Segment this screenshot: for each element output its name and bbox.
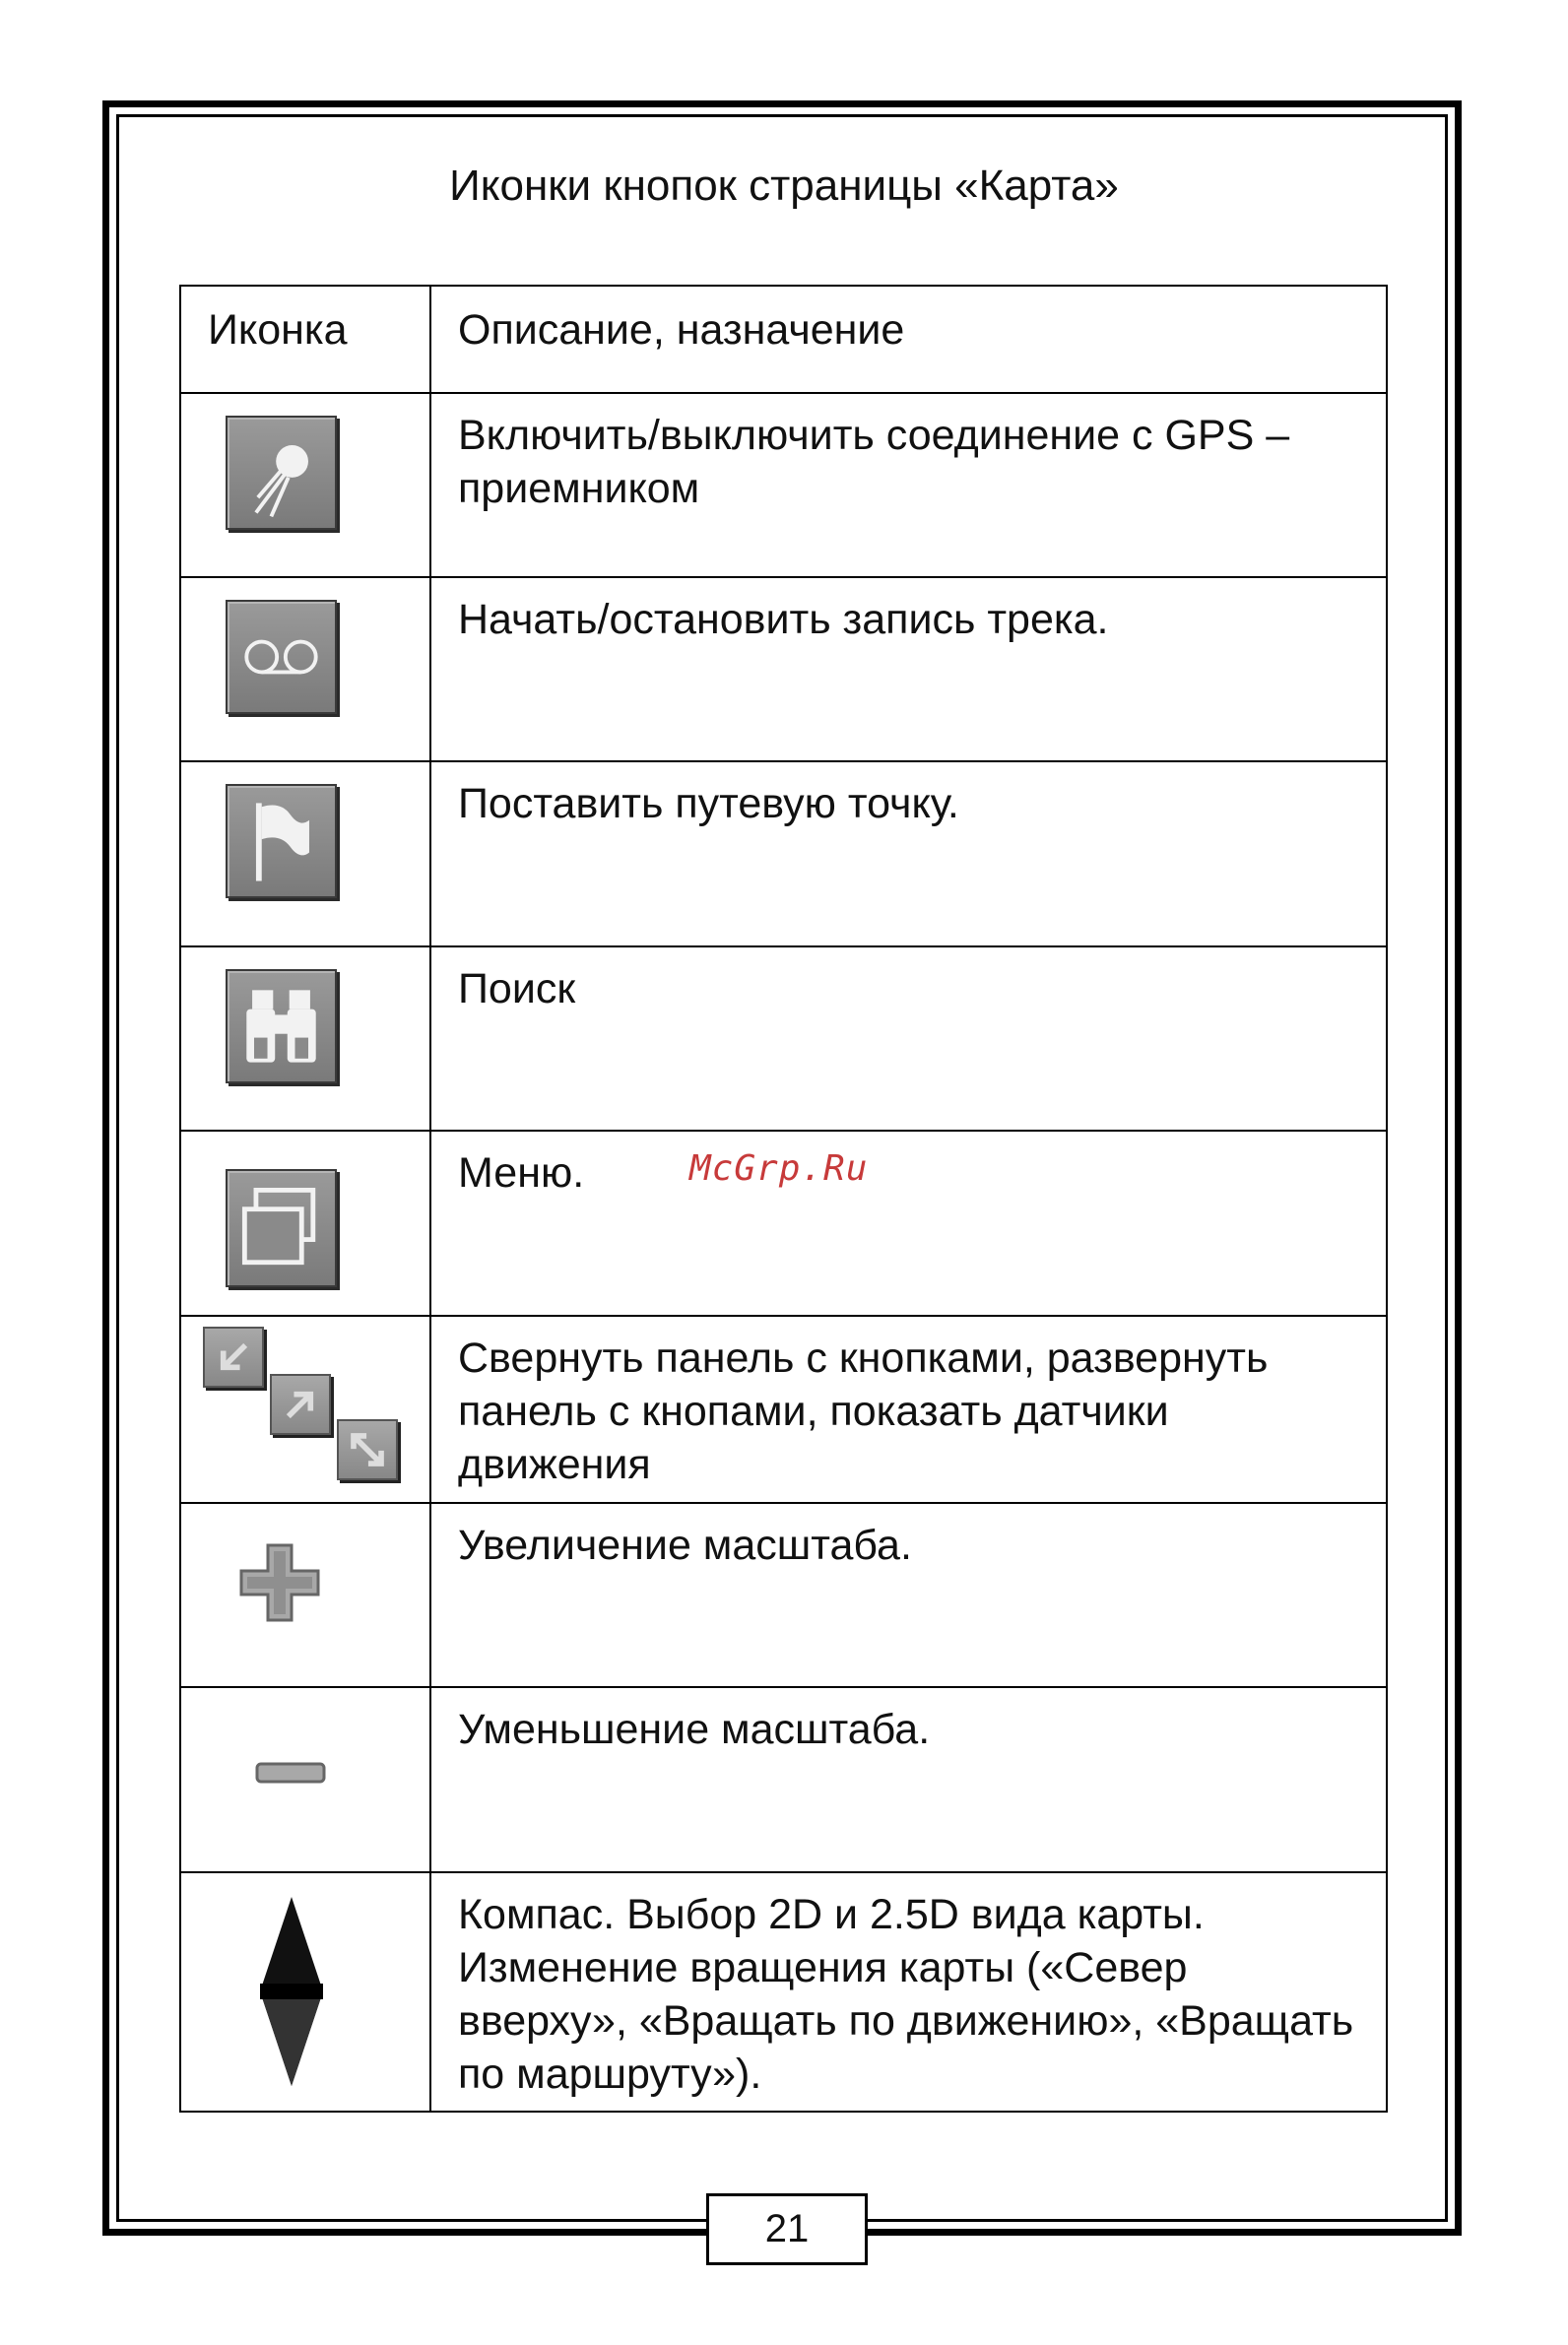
table-header-row xyxy=(180,286,1387,393)
icon-cell xyxy=(180,1872,430,2112)
table-row xyxy=(180,761,1387,946)
table-row xyxy=(180,577,1387,761)
track-record-icon xyxy=(226,600,337,714)
row-description: Свернуть панель с кнопками, развернуть панель с кнопами, показать датчики движения xyxy=(430,1316,1387,1503)
satellite-icon xyxy=(226,416,337,530)
table-row xyxy=(180,1316,1387,1503)
zoom-out-icon xyxy=(254,1761,327,1785)
row-description: Включить/выключить соединение с GPS – приемником xyxy=(430,393,1387,577)
row-description: Меню. xyxy=(430,1131,1387,1316)
motion-sensors-icon xyxy=(337,1419,398,1480)
icon-cell xyxy=(180,946,430,1131)
icon-cell xyxy=(180,393,430,577)
table-row xyxy=(180,1503,1387,1687)
icon-cell xyxy=(180,1131,430,1316)
column-header-description: Описание, назначение xyxy=(430,286,1387,393)
expand-panel-icon xyxy=(270,1374,331,1435)
icon-cell xyxy=(180,577,430,761)
icon-table xyxy=(179,285,1388,2113)
watermark: McGrp.Ru xyxy=(689,1148,869,1189)
table-row xyxy=(180,1687,1387,1872)
row-description: Уменьшение масштаба. xyxy=(430,1687,1387,1872)
row-description: Компас. Выбор 2D и 2.5D вида карты. Изменение вращения карты («Север вверху», «Вращать по движению», «Вращать по маршруту»). xyxy=(430,1872,1387,2112)
table-row xyxy=(180,946,1387,1131)
page-number: 21 xyxy=(706,2193,868,2265)
row-description: Начать/остановить запись трека. xyxy=(430,577,1387,761)
row-description: Поиск xyxy=(430,946,1387,1131)
column-header-icon: Иконка xyxy=(180,286,430,393)
row-description: Поставить путевую точку. xyxy=(430,761,1387,946)
menu-windows-icon xyxy=(226,1169,337,1287)
page-title: Иконки кнопок страницы «Карта» xyxy=(449,162,1119,210)
icon-cell xyxy=(180,1687,430,1872)
flag-icon xyxy=(226,784,337,898)
row-description: Увеличение масштаба. xyxy=(430,1503,1387,1687)
table-row xyxy=(180,393,1387,577)
icon-cell xyxy=(180,1316,430,1503)
icon-cell xyxy=(180,761,430,946)
zoom-in-icon xyxy=(235,1541,324,1624)
collapse-panel-icon xyxy=(203,1327,264,1388)
binoculars-icon xyxy=(226,969,337,1083)
icon-cell xyxy=(180,1503,430,1687)
table-row xyxy=(180,1872,1387,2112)
compass-icon xyxy=(252,1893,331,2090)
